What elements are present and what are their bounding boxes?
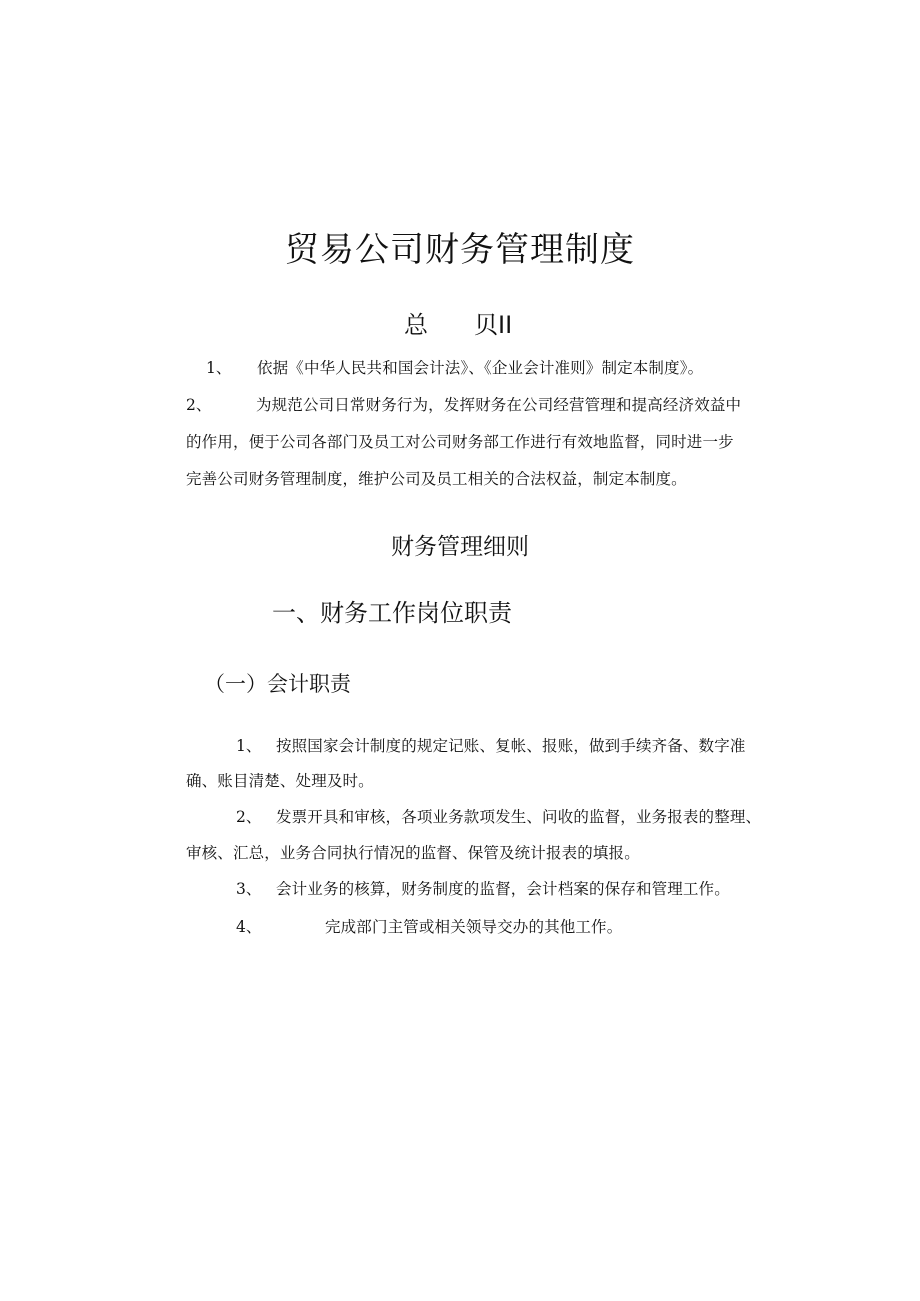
duty-1-line-1: 按照国家会计制度的规定记账、复帐、报账，做到手续齐备、数字准: [276, 737, 746, 755]
duty-2-number: 2、: [236, 808, 262, 826]
duty-4-number: 4、: [236, 918, 262, 936]
general-item-2-line-1: 为规范公司日常财务行为，发挥财务在公司经营管理和提高经济效益中: [256, 396, 742, 414]
duty-1-line-2: 确、账目清楚、处理及时。: [186, 772, 374, 790]
general-heading-mark: II: [498, 311, 513, 339]
duty-3-line-1: 会计业务的核算，财务制度的监督，会计档案的保存和管理工作。: [276, 880, 730, 898]
document-title: 贸易公司财务管理制度: [285, 230, 635, 270]
duty-1-number: 1、: [236, 737, 262, 755]
duty-2-line-1: 发票开具和审核，各项业务款项发生、问收的监督，业务报表的整理、: [276, 808, 762, 826]
general-item-2-line-3: 完善公司财务管理制度，维护公司及员工相关的合法权益，制定本制度。: [186, 470, 687, 488]
duty-4-line-1: 完成部门主管或相关领导交办的其他工作。: [325, 918, 623, 936]
chapter-title: 一、财务工作岗位职责: [272, 599, 512, 627]
duty-3-number: 3、: [236, 880, 262, 898]
general-heading-part1: 总: [404, 311, 428, 339]
general-item-1-text: 依据《中华人民共和国会计法》、《企业会计准则》制定本制度》。: [257, 359, 704, 377]
general-item-1-number: 1、: [206, 359, 232, 377]
rules-title: 财务管理细则: [391, 534, 529, 560]
subsection-title: （一）会计职责: [204, 672, 351, 696]
duty-2-line-2: 审核、汇总，业务合同执行情况的监督、保管及统计报表的填报。: [186, 844, 640, 862]
general-item-2-line-2: 的作用，便于公司各部门及员工对公司财务部工作进行有效地监督，同时进一步: [186, 433, 734, 451]
general-provisions-heading: [404, 305, 512, 340]
general-item-2-number: 2、: [186, 396, 212, 414]
general-heading-part2: 贝: [474, 311, 498, 339]
